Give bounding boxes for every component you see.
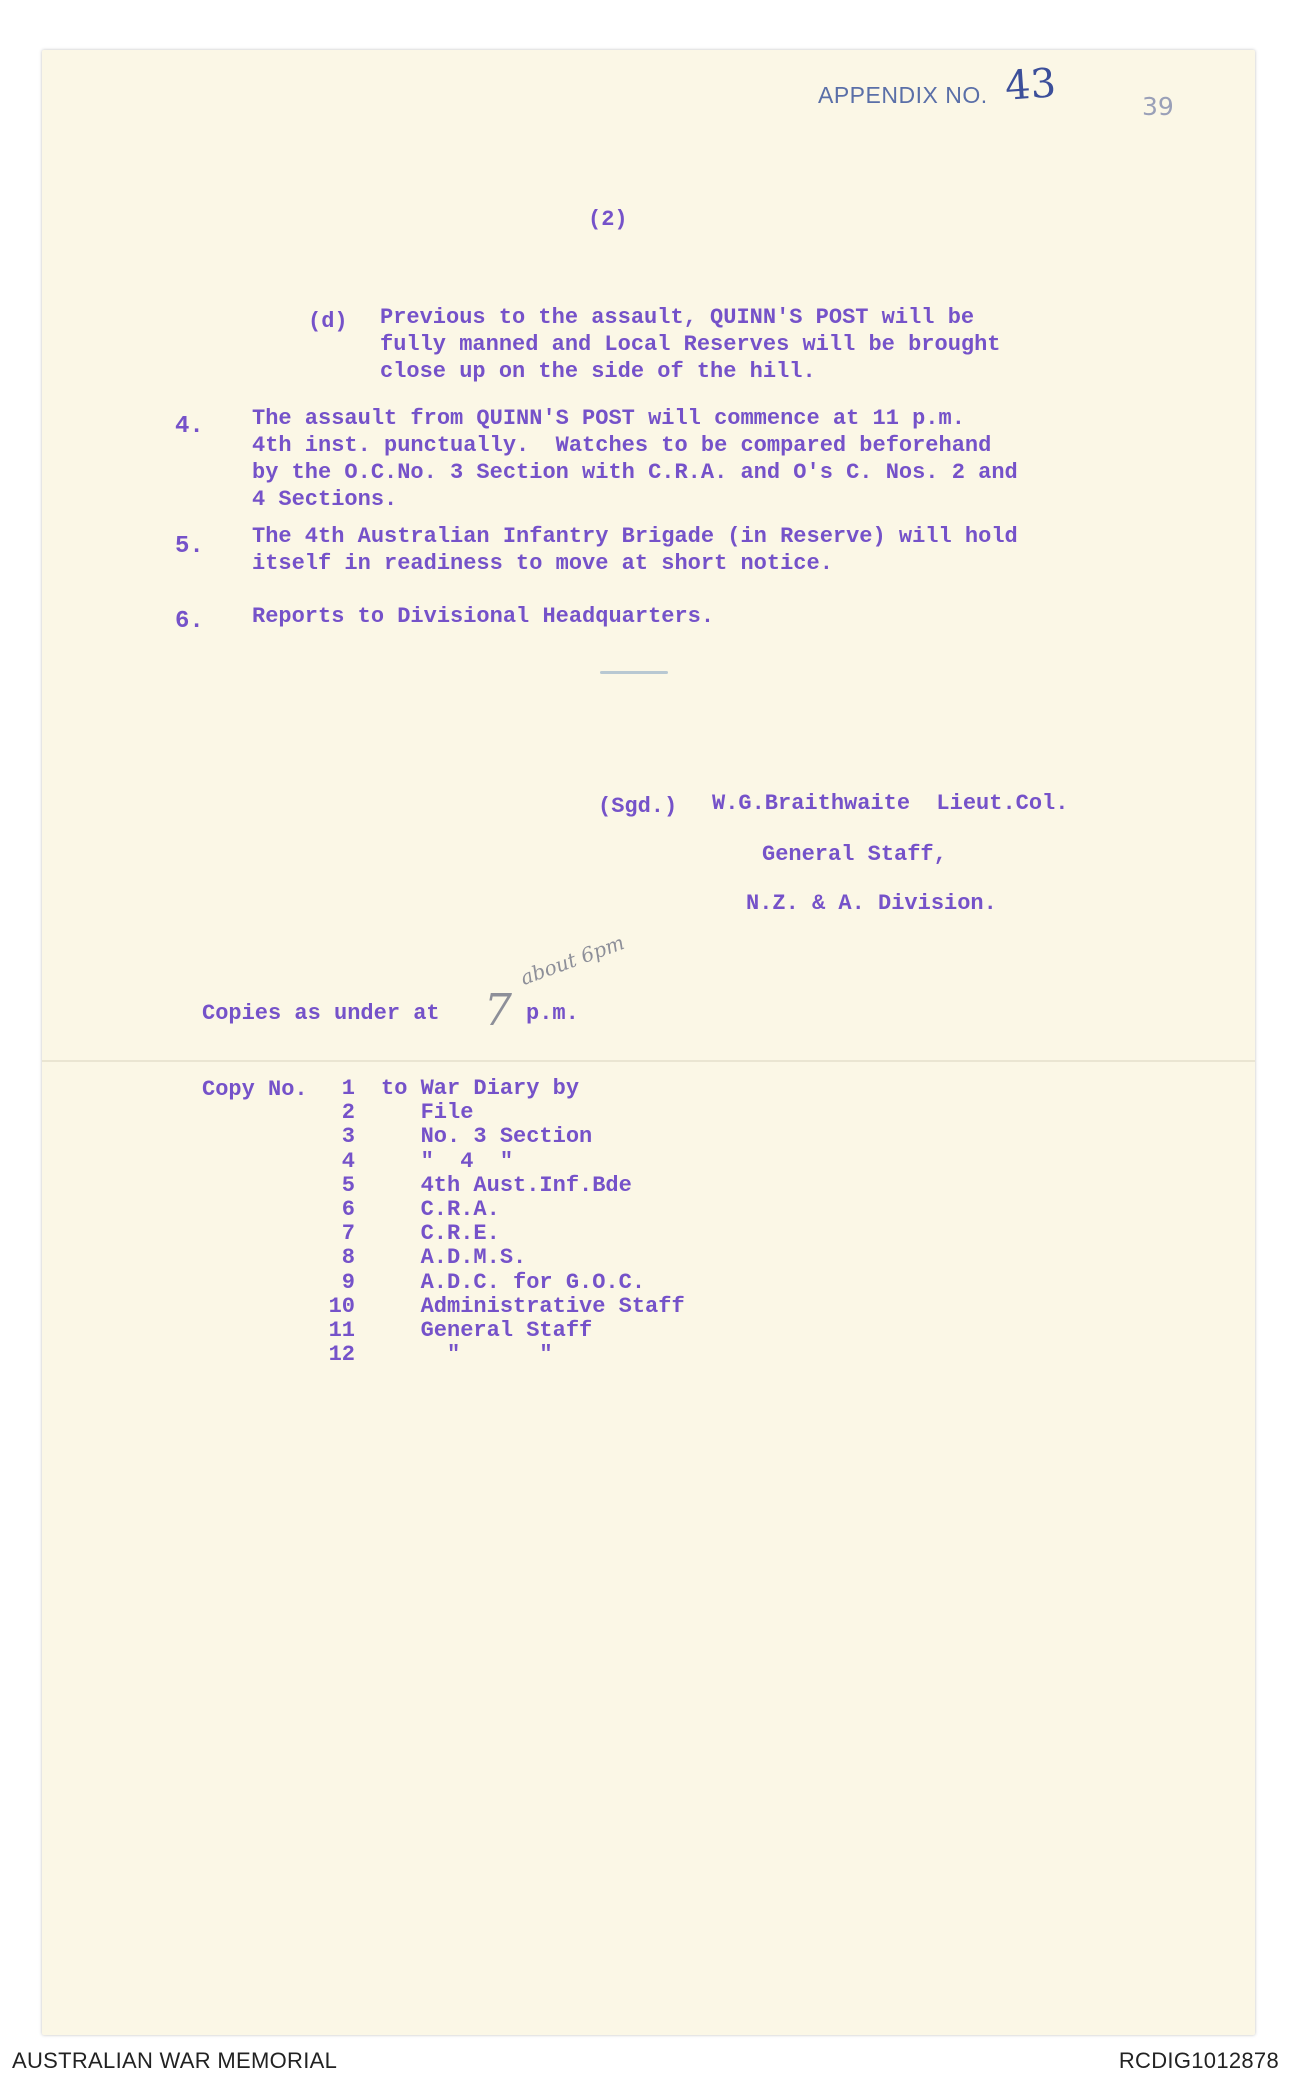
copy-number: 9 [341,1269,355,1295]
appendix-number: 43 [1003,60,1058,110]
appendix-stamp: APPENDIX NO. [818,82,988,108]
copy-recipient: " " [381,1342,553,1368]
copy-recipient: Administrative Staff [381,1293,685,1319]
copy-number: 11 [328,1318,355,1343]
para-d-line-3: close up on the side of the hill. [380,359,816,384]
para-d-label: (d) [308,309,348,334]
para-6-line-1: Reports to Divisional Headquarters. [252,604,715,629]
copy-recipient: A.D.C. for G.O.C. [381,1269,646,1295]
copy-number: 7 [341,1221,355,1247]
copy-recipient: to War Diary by [381,1076,580,1101]
copy-number: 5 [341,1172,355,1198]
copy-recipient: General Staff [381,1318,593,1343]
copy-recipient: " 4 " [381,1148,514,1174]
copy-recipient: C.R.A. [381,1197,500,1222]
copy-number: 2 [341,1100,355,1126]
copy-number: 3 [341,1124,355,1150]
separator-mark [600,671,668,674]
copy-recipient: No. 3 Section [381,1124,593,1150]
copy-no-lead: Copy No. [202,1077,308,1102]
para-5-line-1: The 4th Australian Infantry Brigade (in Reserve) will hold [252,524,1018,549]
signed-marker: (Sgd.) [598,794,678,819]
para-5-number: 5. [175,533,204,560]
footer-right: RCDIG1012878 [1118,2048,1279,2073]
copy-recipient: C.R.E. [381,1221,500,1247]
para-4-line-1: The assault from QUINN'S POST will commence at 11 p.m. [252,406,965,431]
copy-recipient: A.D.M.S. [381,1245,527,1271]
page-fold [42,1060,1255,1062]
para-5-line-2: itself in readiness to move at short notice. [252,551,833,576]
para-6-number: 6. [175,608,204,635]
copy-number: 8 [341,1245,355,1271]
copy-number: 6 [341,1197,355,1222]
para-4-line-2: 4th inst. punctually. Watches to be compared beforehand [252,433,992,458]
signatory-title: General Staff, [762,842,947,867]
handwritten-time: 7 [484,985,512,1036]
signatory-unit: N.Z. & A. Division. [746,891,997,916]
footer-left: AUSTRALIAN WAR MEMORIAL [12,2048,338,2073]
handwritten-note: about 6pm [517,930,628,990]
copy-number: 10 [328,1293,355,1319]
folio-number: 39 [1142,92,1174,121]
copy-number: 1 [341,1076,355,1101]
copy-number: 4 [341,1148,355,1174]
para-4-line-4: 4 Sections. [252,487,398,512]
copy-number: 12 [328,1342,355,1368]
para-d-line-1: Previous to the assault, QUINN'S POST will be [380,305,975,330]
page-number: (2) [588,207,628,232]
copy-recipient: 4th Aust.Inf.Bde [381,1172,632,1198]
copies-intro-pm: p.m. [526,1001,579,1026]
signatory-name: W.G.Braithwaite Lieut.Col. [712,791,1069,816]
para-4-line-3: by the O.C.No. 3 Section with C.R.A. and O's C. Nos. 2 and [252,460,1018,485]
para-4-number: 4. [175,413,204,440]
para-d-line-2: fully manned and Local Reserves will be brought [380,332,1001,357]
copy-recipient: File [381,1100,474,1126]
copies-intro: Copies as under at [202,1001,440,1026]
